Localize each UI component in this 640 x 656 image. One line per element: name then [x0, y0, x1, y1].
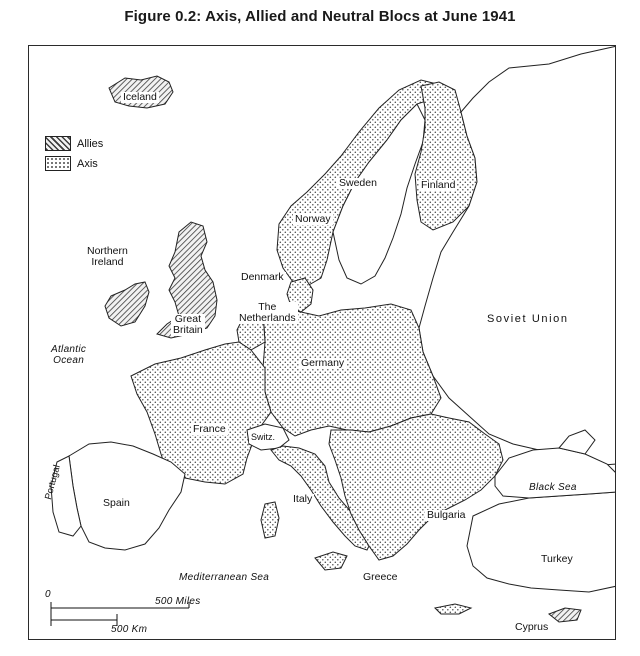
- label-denmark: Denmark: [241, 271, 284, 283]
- scale-zero-label: 0: [45, 589, 51, 600]
- label-iceland: Iceland: [123, 91, 157, 103]
- scale-km-label: 500 Km: [111, 624, 148, 635]
- allies-swatch: [45, 136, 71, 151]
- label-bulgaria: Bulgaria: [427, 509, 466, 521]
- legend-axis-label: Axis: [77, 157, 98, 170]
- label-greece: Greece: [363, 571, 398, 583]
- label-switzerland: Switz.: [251, 432, 276, 442]
- label-france: France: [193, 423, 226, 435]
- label-mediterranean-sea: Mediterranean Sea: [179, 572, 270, 583]
- sicily-shape: [315, 552, 347, 570]
- axis-swatch: [45, 156, 71, 171]
- label-cyprus: Cyprus: [515, 621, 549, 633]
- label-northern-ireland: Northern Ireland: [87, 245, 128, 268]
- europe-map: [29, 46, 616, 640]
- legend-allies-label: Allies: [77, 137, 104, 150]
- crete-shape: [435, 604, 471, 614]
- label-turkey: Turkey: [541, 553, 573, 565]
- legend-axis: [45, 156, 98, 171]
- figure-title: Figure 0.2: Axis, Allied and Neutral Blocs at June 1941: [124, 8, 516, 25]
- label-germany: Germany: [301, 357, 345, 369]
- ireland-shape: [105, 282, 149, 326]
- label-norway: Norway: [295, 213, 331, 225]
- label-black-sea: Black Sea: [529, 482, 577, 493]
- turkey-shape: [467, 492, 616, 592]
- label-italy: Italy: [293, 493, 313, 505]
- scale-miles-label: 500 Miles: [155, 596, 201, 607]
- legend-allies: [45, 136, 103, 151]
- label-great-britain: Great Britain: [173, 313, 203, 336]
- sardinia-shape: [261, 502, 279, 538]
- map-frame: [28, 45, 616, 640]
- cyprus-shape: [549, 608, 581, 622]
- label-atlantic-ocean: Atlantic Ocean: [51, 344, 87, 366]
- label-soviet-union: Soviet Union: [487, 313, 569, 325]
- label-netherlands: The Netherlands: [239, 301, 296, 324]
- label-sweden: Sweden: [339, 177, 377, 189]
- label-portugal: Portugal: [43, 463, 63, 501]
- label-finland: Finland: [421, 179, 456, 191]
- label-spain: Spain: [103, 497, 130, 509]
